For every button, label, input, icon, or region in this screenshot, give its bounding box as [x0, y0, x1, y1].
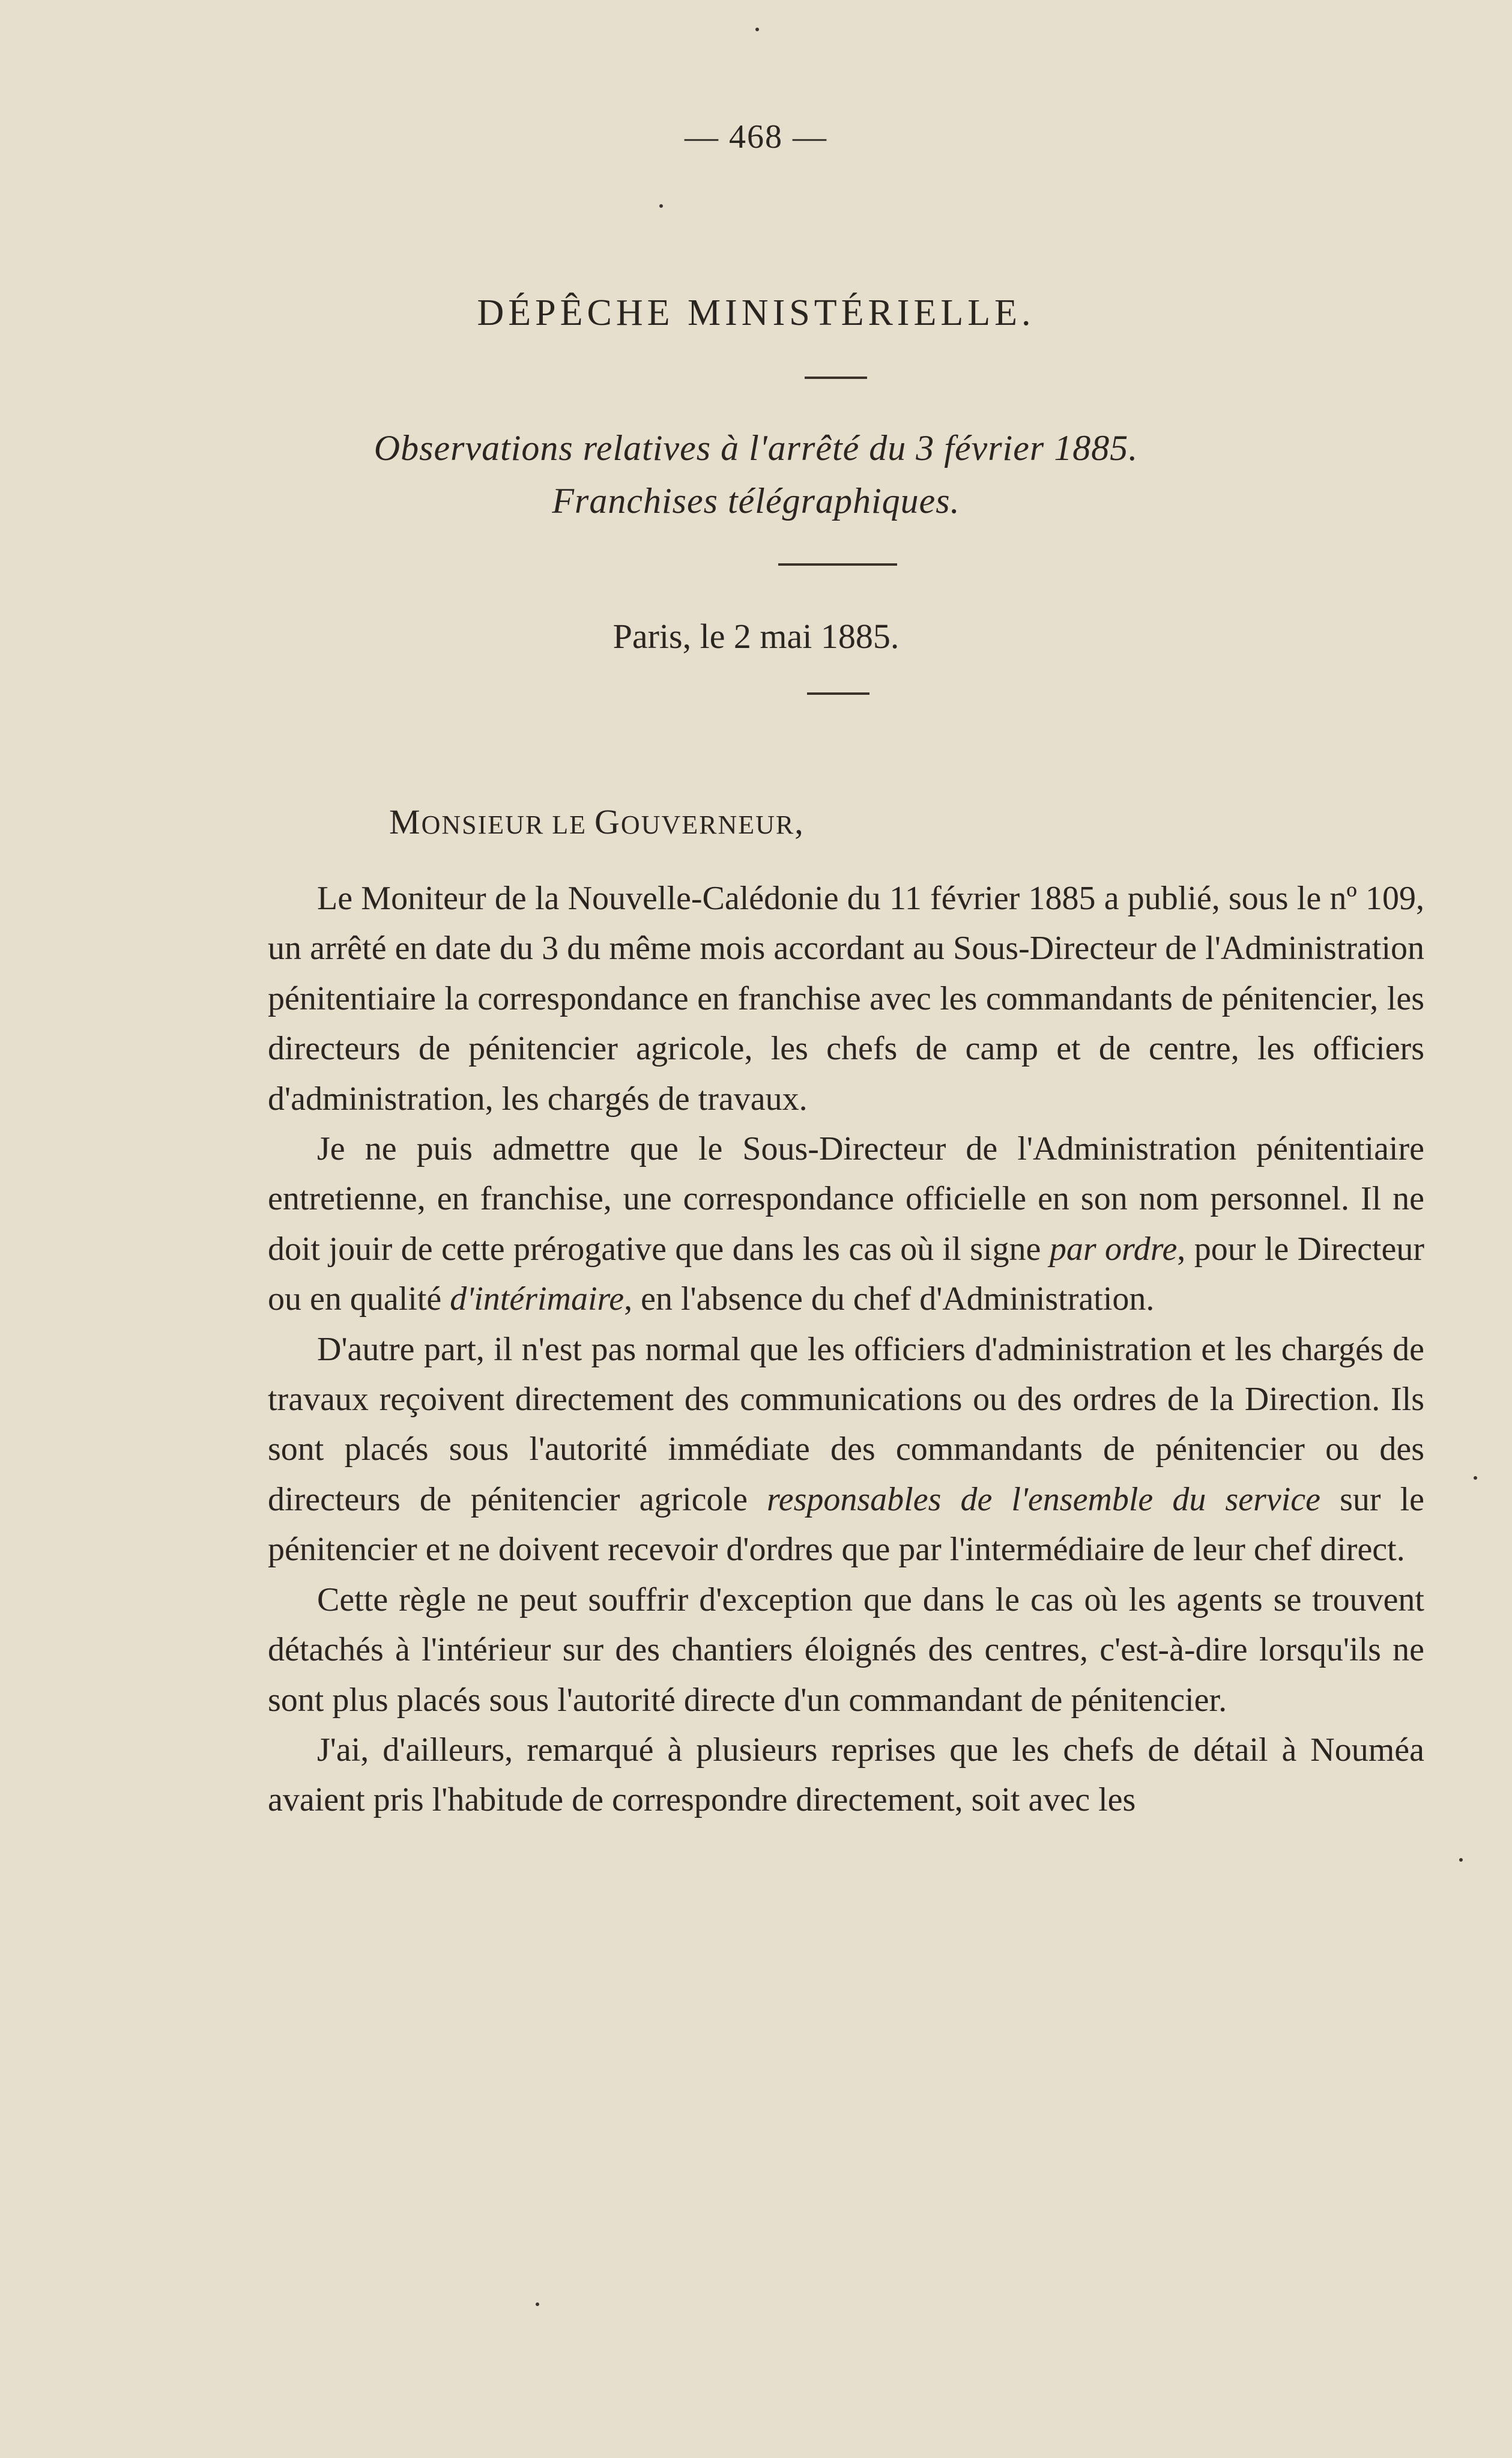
subtitle-line-2: Franchises télégraphiques.	[552, 481, 960, 521]
italic-run: responsables de l'ensemble du service	[767, 1480, 1320, 1518]
salutation-smallcaps: OUVERNEUR	[620, 810, 795, 840]
italic-run: par ordre	[1049, 1230, 1178, 1268]
salutation	[389, 802, 805, 842]
divider-rule	[805, 377, 867, 379]
paragraph: J'ai, d'ailleurs, remarqué à plusieurs reprises que les chefs de détail à Nouméa avaient pris l'habitude de correspondre directement, soit avec les	[268, 1731, 1424, 1819]
italic-run: d'intérimaire	[450, 1280, 624, 1318]
salutation-punctuation: ,	[794, 802, 805, 841]
paper-speck	[659, 204, 663, 208]
paper-speck	[755, 28, 759, 31]
text-run: , en l'absence du chef d'Administration.	[624, 1280, 1155, 1318]
paragraph: Le Moniteur de la Nouvelle-Calédonie du 11 février 1885 a publié, sous le nº 109, un arrêté en date du 3 du même mois accordant au Sous-Directeur de l'Administration pénitentiaire la correspondance en franchise avec les commandants de pénitencier, les directeurs de pénitencier agricole, les chefs de camp et de centre, les officiers d'administration, les chargés de travaux.	[268, 880, 1424, 1118]
divider-rule	[807, 692, 869, 695]
body-text	[268, 874, 1424, 1826]
paper-speck	[1459, 1858, 1463, 1862]
salutation-initial: G	[594, 802, 621, 841]
divider-rule	[778, 563, 897, 566]
subtitle-line-1: Observations relatives à l'arrêté du 3 février 1885.	[373, 428, 1139, 468]
paper-speck	[1474, 1476, 1477, 1480]
salutation-initial: M	[389, 802, 422, 841]
document-heading: DÉPÊCHE MINISTÉRIELLE.	[477, 292, 1035, 333]
salutation-smallcaps: LE	[544, 810, 595, 840]
paper-speck	[536, 2302, 539, 2306]
page-number: — 468 —	[685, 118, 827, 156]
text-run: , pour le Directeur ou en qualité	[268, 1230, 1424, 1318]
text-run: Je ne puis admettre que le Sous-Directeur de l'Administration pénitentiaire entretienne, en franchise, une correspondance officielle en son nom personnel. Il ne doit jouir de cette prérogative que dans les cas où il signe	[268, 1130, 1424, 1268]
paragraph: Cette règle ne peut souffrir d'exception que dans le cas où les agents se trouvent détachés à l'intérieur sur des chantiers éloignés des centres, c'est-à-dire lorsqu'ils ne sont plus placés sous l'autorité directe d'un commandant de pénitencier.	[268, 1581, 1424, 1719]
text-run: sur le pénitencier et ne doivent recevoir d'ordres que par l'intermédiaire de leur chef direct.	[268, 1480, 1425, 1569]
dateline: Paris, le 2 mai 1885.	[612, 617, 900, 656]
paragraph	[268, 1124, 1424, 1325]
paragraph	[268, 1325, 1424, 1575]
salutation-smallcaps: ONSIEUR	[421, 810, 545, 840]
text-run: D'autre part, il n'est pas normal que les officiers d'administration et les chargés de travaux reçoivent directement des communications ou des ordres de la Direction. Ils sont placés sous l'autorité immédiate des commandants de pénitencier ou des directeurs de pénitencier agricole	[268, 1330, 1424, 1518]
